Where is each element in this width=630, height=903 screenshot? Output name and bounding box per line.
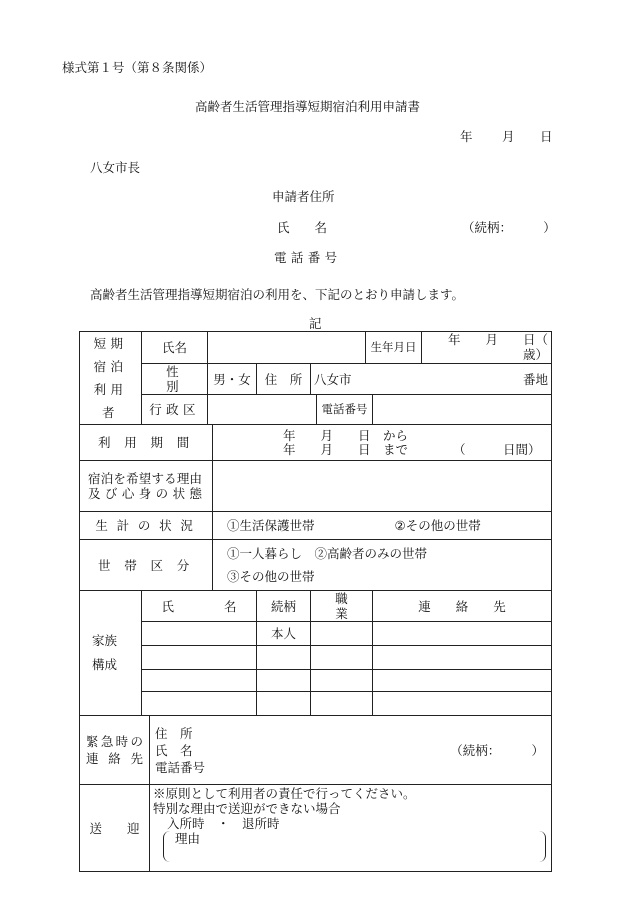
emergency-label: 緊急時の連絡先	[80, 716, 150, 785]
emergency-address: 住 所	[155, 725, 193, 741]
family-row-3-relation[interactable]	[257, 670, 311, 692]
transport-reason: 理由	[175, 831, 201, 846]
family-row-1-name[interactable]	[142, 622, 257, 646]
household-label: 世帯区分	[80, 540, 213, 591]
family-col-name: 氏 名	[142, 591, 257, 622]
reason-field[interactable]	[213, 461, 552, 512]
livelihood-opt1[interactable]: ①生活保護世帯	[227, 518, 315, 533]
family-row-2-contact[interactable]	[373, 646, 552, 670]
reason-bracket[interactable]	[163, 831, 546, 862]
reason-label: 宿泊を希望する理由及び心身の状態	[80, 461, 213, 512]
date-year: 年	[460, 129, 473, 144]
date-day: 日	[540, 129, 553, 144]
household-opt1[interactable]: ①一人暮らし ②高齢者のみの世帯	[227, 546, 428, 561]
family-row-3-contact[interactable]	[373, 670, 552, 692]
family-row-2-relation[interactable]	[257, 646, 311, 670]
city-text: 八女市	[314, 371, 352, 387]
family-row-2-name[interactable]	[142, 646, 257, 670]
period-to: 年 月 日 まで	[283, 441, 409, 457]
birth-label: 生年月日	[366, 332, 422, 364]
form-number: 様式第１号（第８条関係）	[62, 60, 213, 75]
address-label: 住 所	[257, 363, 311, 395]
applicant-name-label: 氏 名	[277, 220, 328, 235]
livelihood-label: 生計の状況	[80, 512, 213, 540]
period-field[interactable]	[213, 425, 552, 461]
family-row-3-name[interactable]	[142, 670, 257, 692]
address-field[interactable]	[311, 363, 552, 395]
emergency-name: 氏 名	[155, 742, 193, 758]
transport-options[interactable]: 入所時 ・ 退所時	[167, 816, 280, 831]
family-row-1-contact[interactable]	[373, 622, 552, 646]
ki-label: 記	[309, 316, 322, 331]
date-month: 月	[502, 129, 515, 144]
family-col-job: 職 業	[311, 591, 373, 622]
district-label: 行政区	[142, 395, 208, 425]
page-title: 高齢者生活管理指導短期宿泊利用申請書	[195, 99, 421, 114]
intro-text: 高齢者生活管理指導短期宿泊の利用を、下記のとおり申請します。	[90, 287, 465, 302]
applicant-phone-label: 電話番号	[274, 250, 342, 265]
sex-value[interactable]: 男・女	[208, 363, 257, 395]
household-field[interactable]	[213, 540, 552, 591]
district-field[interactable]	[208, 395, 317, 425]
emergency-phone: 電話番号	[155, 759, 206, 775]
banchi-text: 番地	[523, 371, 549, 387]
name-label: 氏名	[142, 332, 208, 364]
transport-note2: 特別な理由で送迎ができない場合	[153, 801, 341, 816]
livelihood-opt2[interactable]: ②その他の世帯	[394, 518, 481, 533]
family-row-4-relation[interactable]	[257, 692, 311, 716]
sex-label: 性 別	[142, 363, 208, 395]
addressee: 八女市長	[90, 160, 141, 175]
birth-value[interactable]: 年 月 日（ 歳）	[422, 332, 552, 364]
transport-note1: ※原則として利用者の責任で行ってください。	[153, 786, 416, 801]
family-row-1-job[interactable]	[311, 622, 373, 646]
phone-field[interactable]	[373, 395, 552, 425]
emergency-field[interactable]	[150, 716, 552, 785]
applicant-relation-label: （続柄： ）	[462, 220, 556, 235]
period-label: 利用期間	[80, 425, 213, 461]
household-opt2[interactable]: ③その他の世帯	[227, 569, 315, 584]
livelihood-field[interactable]	[213, 512, 552, 540]
family-label: 家族構成	[80, 591, 142, 716]
application-form-table	[79, 331, 574, 872]
applicant-address-label: 申請者住所	[272, 189, 335, 204]
family-row-2-job[interactable]	[311, 646, 373, 670]
family-row-4-name[interactable]	[142, 692, 257, 716]
phone-label: 電話番号	[317, 395, 373, 425]
emergency-relation: （続柄： ）	[450, 742, 545, 758]
family-col-contact: 連 絡 先	[373, 591, 552, 622]
period-from: 年 月 日 から	[283, 427, 409, 443]
family-self: 本人	[257, 622, 311, 646]
family-col-relation: 続柄	[257, 591, 311, 622]
transport-label: 送 迎	[80, 785, 150, 872]
family-row-4-job[interactable]	[311, 692, 373, 716]
name-field[interactable]	[208, 332, 366, 364]
family-row-4-contact[interactable]	[373, 692, 552, 716]
period-days: （ 日間）	[453, 441, 541, 457]
family-row-3-job[interactable]	[311, 670, 373, 692]
section-user-label: 短期宿泊利用者	[80, 332, 142, 425]
